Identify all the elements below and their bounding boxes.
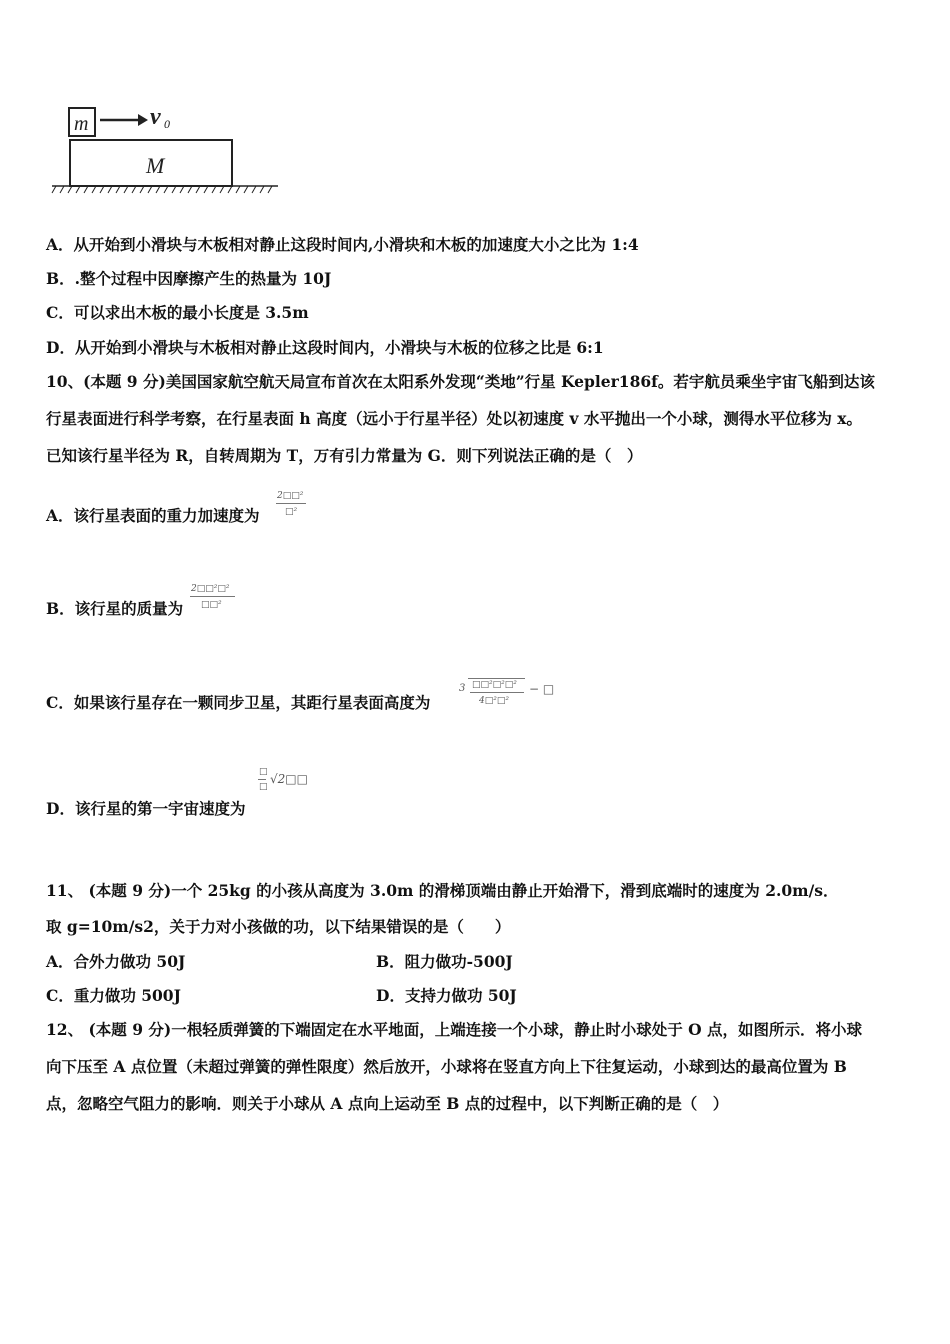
q10-stem-line3: 已知该行星半径为 R，自转周期为 T，万有引力常量为 G．则下列说法正确的是（ ） bbox=[46, 446, 643, 465]
q10-stem-line1: 10、(本题 9 分)美国国家航空航天局宣布首次在太阳系外发现“类地”行星 Kepler186f。若宇航员乘坐宇宙飞船到达该 bbox=[46, 372, 875, 391]
q11-stem-line1: 11、 (本题 9 分)一个 25kg 的小孩从高度为 3.0m 的滑梯顶端由静止开始滑下，滑到底端时的速度为 2.0m/s． bbox=[46, 881, 839, 900]
block-board-diagram bbox=[50, 100, 290, 200]
diagram-svg bbox=[50, 100, 290, 200]
q10-c-root-index: 3 bbox=[459, 683, 466, 694]
small-mass-label: m bbox=[74, 113, 89, 135]
q10-stem-line2: 行星表面进行科学考察，在行星表面 h 高度（远小于行星半径）处以初速度 v 水平抛出一个小球，测得水平位移为 x。 bbox=[46, 409, 863, 428]
q10-d-fraction-bar bbox=[258, 779, 266, 780]
q10-d-sqrt: √2□□ bbox=[270, 772, 308, 786]
q12-stem-line3: 点，忽略空气阻力的影响．则关于小球从 A 点向上运动至 B 点的过程中，以下判断正确的是（ ） bbox=[46, 1094, 729, 1113]
q10-option-b: B．该行星的质量为 bbox=[46, 599, 184, 618]
q11-option-c: C．重力做功 500J bbox=[46, 986, 181, 1005]
q10-c-denominator: 4□²□² bbox=[479, 696, 509, 706]
q9-option-c: C．可以求出木板的最小长度是 3.5m bbox=[46, 303, 309, 322]
q10-option-c: C．如果该行星存在一颗同步卫星，其距行星表面高度为 bbox=[46, 693, 431, 712]
q12-stem-line1: 12、 (本题 9 分)一根轻质弹簧的下端固定在水平地面，上端连接一个小球，静止时小球处于 O 点，如图所示．将小球 bbox=[46, 1020, 863, 1039]
velocity-subscript: 0 bbox=[164, 117, 170, 131]
q10-c-tail: − □ bbox=[529, 682, 555, 696]
q11-option-b: B．阻力做功-500J bbox=[376, 952, 513, 971]
q10-a-numerator: 2□□² bbox=[277, 491, 304, 501]
q9-option-a: A．从开始到小滑块与木板相对静止这段时间内,小滑块和木板的加速度大小之比为 1:4 bbox=[46, 235, 639, 254]
q10-a-denominator: □² bbox=[285, 507, 298, 517]
velocity-arrow-head bbox=[138, 114, 148, 126]
q10-b-numerator: 2□□²□² bbox=[191, 584, 230, 594]
q10-c-numerator: □□²□²□² bbox=[472, 680, 517, 690]
q11-option-d: D．支持力做功 50J bbox=[376, 986, 517, 1005]
ground-hatch bbox=[52, 186, 272, 193]
q10-option-d: D．该行星的第一宇宙速度为 bbox=[46, 799, 246, 818]
q10-d-numerator: □ bbox=[259, 767, 268, 777]
q12-stem-line2: 向下压至 A 点位置（未超过弹簧的弹性限度）然后放开，小球将在竖直方向上下往复运动，小球到达的最高位置为 B bbox=[46, 1057, 847, 1076]
big-mass-label: M bbox=[146, 153, 165, 178]
q10-b-denominator: □□² bbox=[201, 600, 222, 610]
q9-option-b: B．.整个过程中因摩擦产生的热量为 10J bbox=[46, 269, 332, 288]
q10-a-fraction-bar bbox=[276, 503, 306, 504]
velocity-label: v bbox=[150, 104, 161, 130]
q11-option-a: A．合外力做功 50J bbox=[46, 952, 186, 971]
q9-option-d: D．从开始到小滑块与木板相对静止这段时间内，小滑块与木板的位移之比是 6:1 bbox=[46, 338, 604, 357]
q10-c-radical-bar bbox=[468, 678, 525, 679]
q10-option-a: A．该行星表面的重力加速度为 bbox=[46, 506, 260, 525]
q10-d-denominator: □ bbox=[259, 782, 268, 792]
q10-b-fraction-bar bbox=[190, 596, 235, 597]
q10-c-fraction-bar bbox=[470, 692, 524, 693]
q11-stem-line2: 取 g=10m/s2，关于力对小孩做的功，以下结果错误的是（ ） bbox=[46, 917, 511, 936]
